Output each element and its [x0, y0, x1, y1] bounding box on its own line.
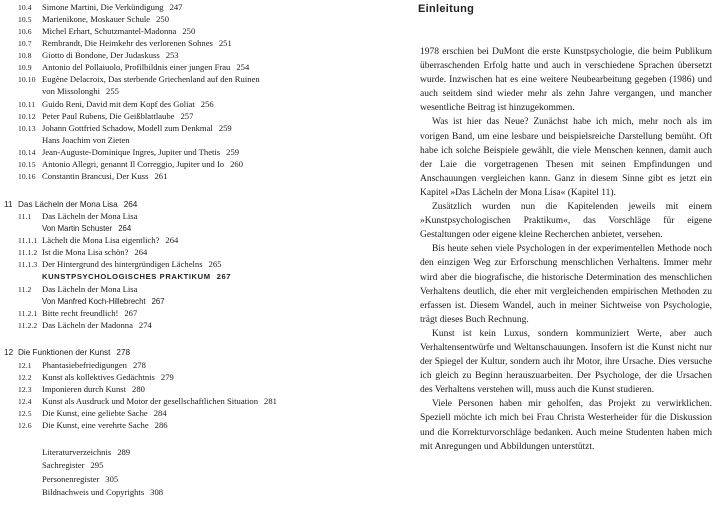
toc-number: 10.9 — [18, 63, 32, 72]
toc-number: 12.2 — [18, 373, 32, 382]
toc-page: 264 — [165, 235, 179, 245]
toc-page: 250 — [182, 26, 196, 36]
toc-page: 284 — [153, 408, 167, 418]
toc-number: 10.13 — [18, 124, 36, 133]
toc-title: Giotto di Bondone, Der Judaskuss — [42, 50, 160, 60]
toc-page: 261 — [154, 171, 168, 181]
toc-title: von Missolonghi — [42, 86, 101, 96]
introduction-body — [420, 45, 712, 454]
toc-title: Hans Joachim von Zieten — [42, 135, 130, 145]
toc-page: 255 — [106, 86, 119, 96]
toc-page: 250 — [156, 14, 170, 24]
toc-page: 281 — [264, 396, 277, 406]
toc-title: Das Lächeln der Madonna — [42, 320, 133, 330]
toc-number: 10.4 — [18, 3, 32, 12]
toc-title: Sachregister — [42, 460, 85, 470]
paragraph: Kunst ist kein Luxus, sondern kommuniziert Werte, aber auch Verhaltensentwürfe und Weltanschauungen. Insofern ist die Kunst nicht nur der Spiegel der Kultur, sondern auch ihr Motor, ihre Ursache. Dies versuche ich gleich zu Beginn herauszuarbeiten. Der Psychologe, der die Ursachen des Verhaltens verstehen will, muss auch die Kunst studieren. — [420, 328, 712, 396]
toc-title: Die Kunst, eine geliebte Sache — [42, 408, 148, 418]
toc-page: 247 — [169, 2, 183, 12]
toc-title: Die Kunst, eine verehrte Sache — [42, 420, 149, 430]
toc-title: Der Hintergrund des hintergründigen Lächelns — [42, 259, 203, 269]
toc-page: 267 — [151, 297, 165, 306]
toc-number: 10.12 — [18, 112, 36, 121]
introduction-page — [418, 0, 712, 527]
paragraph: Viele Personen haben mir geholfen, das Projekt zu verwirklichen. Speziell möchte ich mich bei Frau Christa Westerheider für die Diskussion und die Korrekturvorschläge bedanken. Auch meine Studenten haben mich mit Anregungen und Abbildungen unterstützt. — [420, 399, 712, 452]
toc-title: Lächelt die Mona Lisa eigentlich? — [42, 235, 160, 245]
toc-number: 11.1.2 — [18, 248, 38, 257]
toc-number: 12.3 — [18, 385, 32, 394]
toc-title: Antonio Allegri, genannt Il Correggio, Jupiter und Io — [42, 159, 225, 169]
toc-page: 279 — [160, 372, 174, 382]
paragraph: Bis heute sehen viele Psychologen in der experimentellen Methode noch den einzigen Weg zur Erforschung menschlichen Verhaltens. Immer mehr wird aber die biografische, die historische Determination des menschlichen Verhaltens deutlich, die eher mit vergleichenden empirischen Methoden zu erfassen ist. Diesem Wandel, auch in meiner Sichtweise von Psychologie, trägt dieses Buch Rechnung. — [420, 244, 712, 325]
toc-number: 10.11 — [18, 100, 36, 109]
paragraph: Zusätzlich wurden nun die Kapitelenden jeweils mit einem »Kunstpsychologischen Praktikum«, das Vorschläge für eigene Gestaltungen oder eigene kleine Recherchen anbietet, versehen. — [420, 202, 712, 241]
toc-title: Die Funktionen der Kunst — [18, 348, 111, 357]
toc-page: 308 — [150, 487, 164, 497]
toc-title: Phantasiebefriedigungen — [42, 360, 127, 370]
toc-number: 10.10 — [18, 75, 36, 84]
toc-page: 257 — [180, 111, 194, 121]
toc-number: 11.1.1 — [18, 236, 38, 245]
toc-title: Peter Paul Rubens, Die Geißblattlaube — [42, 111, 175, 121]
toc-number: 10.7 — [18, 39, 32, 48]
toc-title: Guido Reni, David mit dem Kopf des Goliat — [42, 99, 195, 109]
toc-page: 264 — [118, 224, 132, 233]
toc-title: Simone Martini, Die Verkündigung — [42, 2, 164, 12]
toc-number: 11.1.3 — [18, 260, 38, 269]
toc-title: Literaturverzeichnis — [42, 447, 112, 457]
toc-number: 11.1 — [18, 212, 32, 221]
toc-title: Marienikone, Moskauer Schule — [42, 14, 151, 24]
toc-number: 12.1 — [18, 361, 32, 370]
toc-title: Kunst als kollektives Gedächtnis — [42, 372, 155, 382]
toc-page: 259 — [218, 123, 232, 133]
toc-number: 12 — [4, 348, 14, 357]
toc-page: 278 — [116, 348, 131, 357]
toc-title: Personenregister — [42, 474, 100, 484]
toc-title: Constantin Brancusi, Der Kuss — [42, 171, 149, 181]
toc-page: 264 — [123, 200, 138, 209]
toc-page: 256 — [200, 99, 214, 109]
toc-page: 254 — [236, 62, 250, 72]
toc-title: Jean-Auguste-Dominique Ingres, Jupiter und Thetis — [42, 147, 221, 157]
toc-page: 251 — [218, 38, 232, 48]
toc-page: 286 — [154, 420, 168, 430]
toc-title: KUNSTPSYCHOLOGISCHES PRAKTIKUM — [42, 272, 211, 281]
toc-title: Bitte recht freundlich! — [42, 308, 119, 318]
toc-page: 295 — [90, 460, 104, 470]
toc-number: 10.5 — [18, 15, 32, 24]
toc-number: 12.5 — [18, 409, 32, 418]
toc-page: 267 — [216, 272, 232, 281]
toc-number: 10.14 — [18, 148, 36, 157]
toc-title: Das Lächeln der Mona Lisa — [18, 200, 118, 209]
toc-title: Das Lächeln der Mona Lisa — [42, 284, 138, 294]
toc-title: Von Martin Schuster — [42, 224, 113, 233]
toc-title: Das Lächeln der Mona Lisa — [42, 211, 138, 221]
toc-title: Johann Gottfried Schadow, Modell zum Denkmal — [42, 123, 213, 133]
section-heading: Einleitung — [418, 3, 475, 15]
toc-page: 253 — [165, 50, 179, 60]
toc-page: 264 — [134, 247, 148, 257]
toc-number: 10.15 — [18, 160, 36, 169]
toc-page: 274 — [138, 320, 152, 330]
toc-page: 305 — [105, 474, 119, 484]
toc-title: Von Manfred Koch-Hillebrecht — [42, 297, 146, 306]
toc-number: 11.2.1 — [18, 309, 38, 318]
paragraph: Was ist hier das Neue? Zunächst habe ich mich, mehr noch als im vorigen Band, um eine lesbare und beispielsreiche Darstellung bemüht. Oft habe ich solche Beispiele gewählt, die viele Menschen kennen, damit auch der Laie die vorgetragenen Thesen mit seinen Empfindungen und Anschauungen vergleichen kann. Ganz in diesem Sinne gibt es jetzt ein Kapitel »Das Lächeln der Mona Lisa« (Kapitel 11). — [420, 117, 712, 198]
toc-number: 11 — [4, 200, 13, 209]
toc-title: Kunst als Ausdruck und Motor der gesellschaftlichen Situation — [42, 396, 259, 406]
toc-number: 10.6 — [18, 27, 32, 36]
toc-title: Ist die Mona Lisa schön? — [42, 247, 129, 257]
toc-title: Bildnachweis und Copyrights — [42, 487, 145, 497]
toc-title: Imponieren durch Kunst — [42, 384, 127, 394]
toc-page: 265 — [208, 259, 222, 269]
toc-page: 259 — [226, 147, 240, 157]
toc-title: Rembrandt, Die Heimkehr des verlorenen Sohnes — [42, 38, 213, 48]
toc-page: 260 — [230, 159, 243, 169]
paragraph: 1978 erschien bei DuMont die erste Kunstpsychologie, die beim Publikum überraschenden Erfolg hatte und auch in verschiedene Sprachen übersetzt wurde. Inzwischen hat es eine weitere Neubearbeitung gegeben (1986) und auch seitdem sind wieder mehr als zehn Jahre vergangen, und mancher wesentliche Beitrag ist hinzugekommen. — [420, 47, 712, 114]
toc-page: 289 — [117, 447, 131, 457]
toc-page: 278 — [132, 360, 146, 370]
toc-number: 12.4 — [18, 397, 32, 406]
toc-title: Antonio del Pollaiuolo, Profilbildnis einer jungen Frau — [42, 62, 231, 72]
toc-page: 267 — [124, 308, 138, 318]
toc-title: Michel Erhart, Schutzmantel-Madonna — [42, 26, 177, 36]
toc-number: 10.8 — [18, 51, 32, 60]
toc-number: 11.2.2 — [18, 321, 38, 330]
toc-number: 10.16 — [18, 172, 36, 181]
toc-number: 11.2 — [18, 285, 32, 294]
toc-title: Eugène Delacroix, Das sterbende Griechenland auf den Ruinen — [42, 74, 260, 84]
toc-number: 12.6 — [18, 421, 32, 430]
toc-page: 280 — [132, 384, 145, 394]
